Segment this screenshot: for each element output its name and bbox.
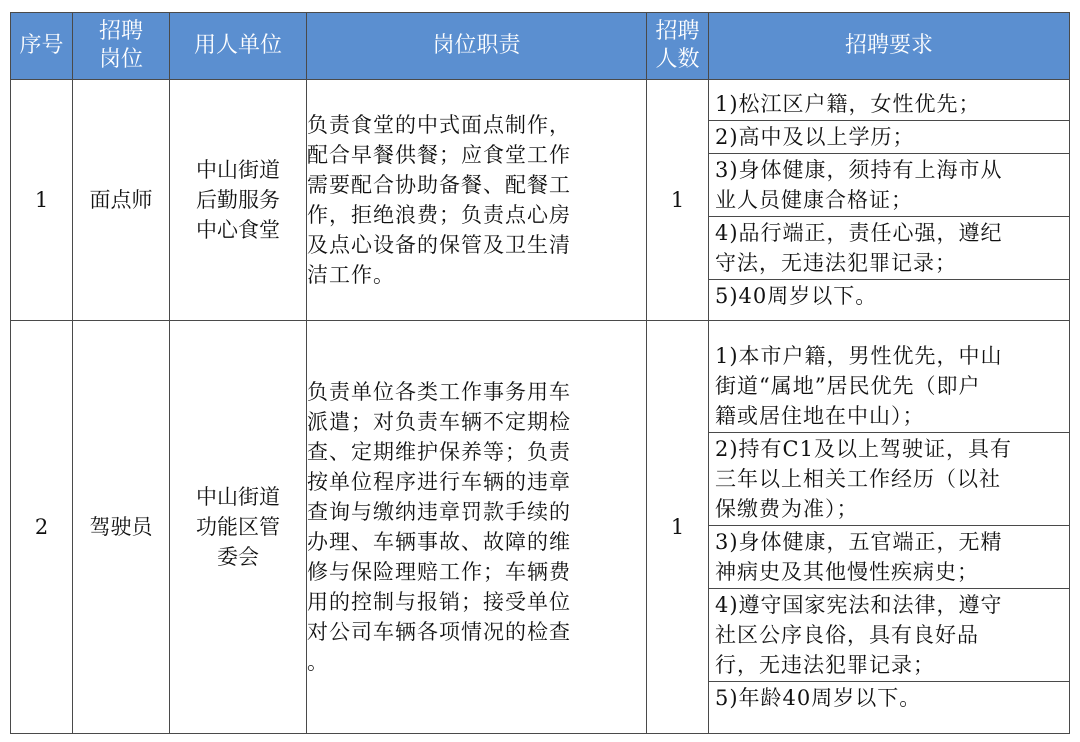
text-line: 中心食堂 xyxy=(196,218,280,242)
requirement-line: 4)品行端正，责任心强，遵纪 xyxy=(715,221,1003,245)
header-index xyxy=(11,13,73,80)
row-index: 1 xyxy=(11,80,73,321)
text-line: 后勤服务 xyxy=(196,188,280,212)
text-line: 按单位程序进行车辆的违章 xyxy=(307,470,571,494)
row-count: 1 xyxy=(647,321,709,734)
table-row xyxy=(11,321,1070,734)
text-line: 招聘要求 xyxy=(844,33,933,58)
text-line: 配合早餐供餐；应食堂工作 xyxy=(307,143,571,167)
text-line: 负责食堂的中式面点制作， xyxy=(307,113,571,137)
requirement-line: 5)年龄40周岁以下。 xyxy=(715,686,922,710)
row-duties xyxy=(307,80,647,321)
row-index: 2 xyxy=(11,321,73,734)
requirement-line: 3)身体健康，须持有上海市从 xyxy=(715,158,1003,182)
text-line: 中山街道 xyxy=(196,485,280,509)
requirement-item xyxy=(709,88,1069,121)
text-line: 作，拒绝浪费；负责点心房 xyxy=(307,203,571,227)
requirement-line: 神病史及其他慢性疾病史； xyxy=(715,560,979,584)
requirement-line: 社区公序良俗，具有良好品 xyxy=(715,623,979,647)
text-line: 用的控制与报销；接受单位 xyxy=(307,590,571,614)
text-line: 对公司车辆各项情况的检查 xyxy=(307,620,571,644)
requirement-line: 街道“属地”居民优先（即户 xyxy=(715,374,981,398)
requirement-item xyxy=(709,340,1069,433)
recruitment-table xyxy=(10,12,1070,734)
text-line: 面点师 xyxy=(89,188,153,212)
requirement-item xyxy=(709,682,1069,714)
text-line: 岗位 xyxy=(98,47,143,72)
table-row xyxy=(11,80,1070,321)
requirement-item xyxy=(709,280,1069,312)
text-line: 招聘 xyxy=(98,19,143,44)
text-line: 中山街道 xyxy=(196,158,280,182)
requirement-item xyxy=(709,433,1069,526)
text-line: 。 xyxy=(307,650,329,674)
text-line: 及点心设备的保管及卫生清 xyxy=(307,233,571,257)
text-line: 驾驶员 xyxy=(89,515,153,539)
text-line: 派遣；对负责车辆不定期检 xyxy=(307,410,571,434)
header-employer xyxy=(170,13,307,80)
text-line: 委会 xyxy=(217,545,259,569)
row-requirements xyxy=(709,80,1070,321)
header-row xyxy=(11,13,1070,80)
text-line: 查询与缴纳违章罚款手续的 xyxy=(307,500,571,524)
row-duties xyxy=(307,321,647,734)
text-line: 办理、车辆事故、故障的维 xyxy=(307,530,571,554)
text-line: 洁工作。 xyxy=(307,263,395,287)
requirement-line: 3)身体健康，五官端正，无精 xyxy=(715,530,1003,554)
requirement-line: 5)40周岁以下。 xyxy=(715,284,878,308)
requirement-line: 守法，无违法犯罪记录； xyxy=(715,251,957,275)
requirement-line: 三年以上相关工作经历（以社 xyxy=(715,467,1001,491)
text-line: 修与保险理赔工作；车辆费 xyxy=(307,560,571,584)
text-line: 序号 xyxy=(19,33,64,58)
text-line: 需要配合协助备餐、配餐工 xyxy=(307,173,571,197)
text-line: 用人单位 xyxy=(193,33,282,58)
requirement-line: 1)本市户籍，男性优先，中山 xyxy=(715,344,1003,368)
row-requirements xyxy=(709,321,1070,734)
requirement-item xyxy=(709,154,1069,217)
text-line: 负责单位各类工作事务用车 xyxy=(307,380,571,404)
requirement-line: 4)遵守国家宪法和法律，遵守 xyxy=(715,593,1003,617)
header-requirements xyxy=(709,13,1070,80)
requirement-line: 行，无违法犯罪记录； xyxy=(715,653,935,677)
requirement-line: 籍或居住地在中山）； xyxy=(715,404,925,428)
text-line: 功能区管 xyxy=(196,515,280,539)
row-position xyxy=(73,80,170,321)
requirement-item xyxy=(709,526,1069,589)
row-employer xyxy=(170,80,307,321)
row-count: 1 xyxy=(647,80,709,321)
requirement-line: 1)松江区户籍，女性优先； xyxy=(715,92,981,116)
requirement-line: 业人员健康合格证； xyxy=(715,188,913,212)
header-count xyxy=(647,13,709,80)
header-position xyxy=(73,13,170,80)
requirement-line: 保缴费为准）； xyxy=(715,497,859,521)
requirement-item xyxy=(709,589,1069,682)
requirement-item xyxy=(709,217,1069,280)
row-position xyxy=(73,321,170,734)
text-line: 人数 xyxy=(655,47,700,72)
requirement-item xyxy=(709,121,1069,154)
row-employer xyxy=(170,321,307,734)
text-line: 查、定期维护保养等；负责 xyxy=(307,440,571,464)
header-duties xyxy=(307,13,647,80)
requirement-line: 2)持有C1及以上驾驶证，具有 xyxy=(715,437,1012,461)
requirement-line: 2)高中及以上学历； xyxy=(715,125,915,149)
text-line: 招聘 xyxy=(655,19,700,44)
text-line: 岗位职责 xyxy=(432,33,521,58)
